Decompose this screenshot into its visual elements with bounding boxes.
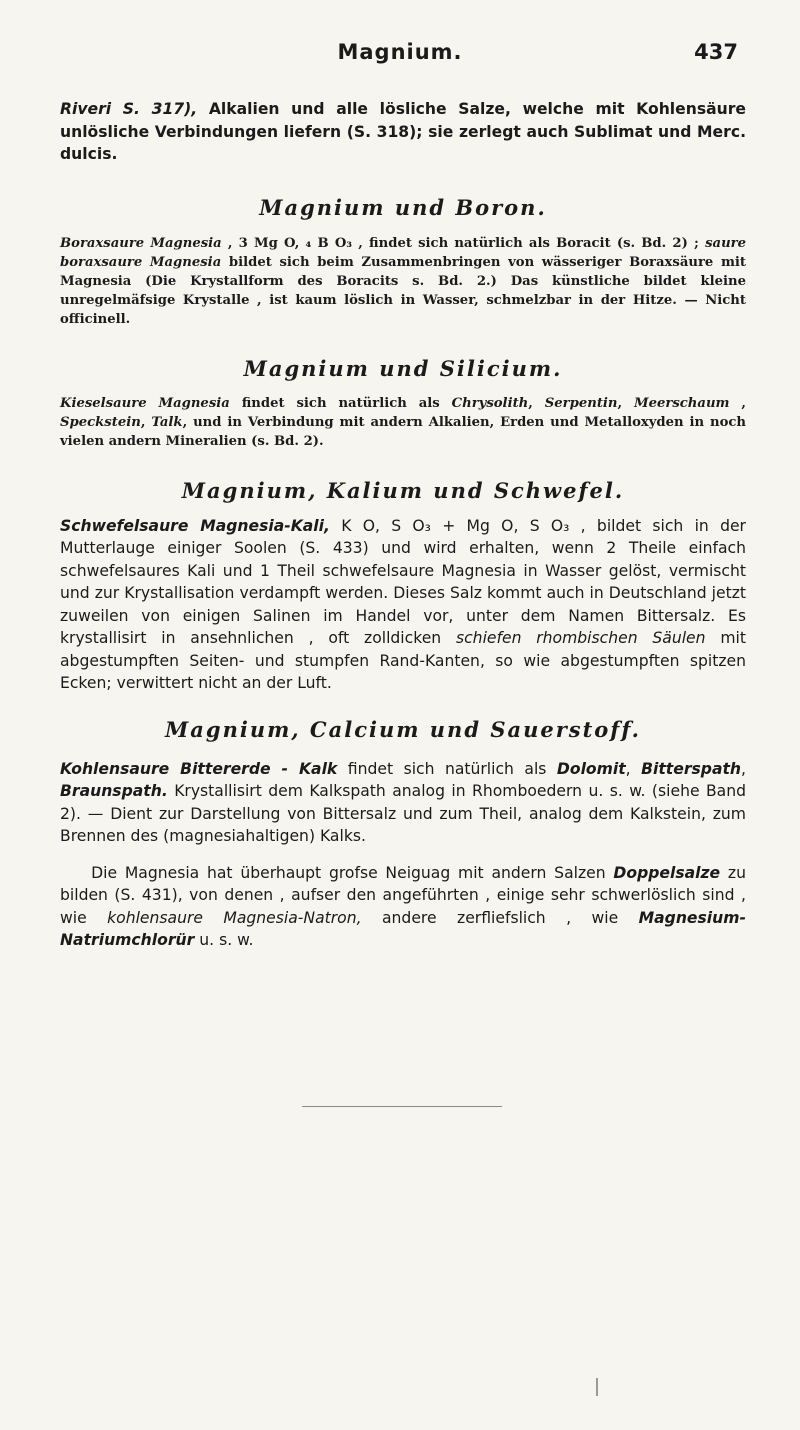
paragraph-doppelsalze [60,862,746,952]
term-kohlensaure-bittererde-kalk: Kohlensaure Bittererde - Kalk [60,759,338,778]
mineral-dolomit: Dolomit [556,759,626,778]
text-boron-1: findet sich natürlich als Boracit (s. Bd. 2) ; [369,235,699,251]
term-saure-boraxsaure-magnesia: saure boraxsaure Magnesia [60,235,746,270]
body-text [60,98,746,952]
intro-text: Alkalien und alle lösliche Salze, welche mit Kohlensäure unlösliche Verbindungen liefern (S. 318); sie zerlegt auch Sublimat und Merc. dulcis. [60,100,746,163]
mineral-meerschaum: Meerschaum [634,395,730,411]
mineral-braunspath: Braunspath. [60,782,168,800]
text-calcium-5: andere zerfliefslich , wie [381,908,619,927]
paragraph-silicium: Kieselsaure Magnesia findet sich natürlich als Chrysolith, Serpentin, Meerschaum , Speckstein, Talk, und in Verbindung mit andern Alkalien, Erden und Metalloxyden in noch vielen andern Mineralien (s. Bd. 2). [60,395,747,449]
term-doppelsalze: Doppelsalze [613,863,721,882]
intro-paragraph [60,98,746,166]
text-silicium-2: und in Verbindung mit andern Alkalien, Erden und Metalloxyden in noch vielen andern Mineralien (s. Bd. 2). [60,414,747,449]
text-calcium-4: zu bilden (S. 431), von denen , aufser den angeführten , einige sehr schwerlöslich sind , wie [60,863,746,927]
heading-kalium: Magnium, Kalium und Schwefel. [181,477,625,503]
term-magnesia-natron: kohlensaure Magnesia-Natron, [107,908,362,927]
text-kalium-1: bildet sich in der Mutterlauge einiger Soolen (S. 433) und wird erhalten, wenn 2 Theile einfach schwefelsaures Kali und 1 Theil schwefelsaure Magnesia in Wasser gelöst, vermischt und zur Krystallisation verdampft werden. Dieses Salz kommt auch in Deutschland jetzt zuweilen von einigen Salinen im Handel vor, unter dem Namen Bittersalz. Es krystallisirt in ansehnlichen , oft zolldicken [60,516,746,647]
text-calcium-3: Die Magnesia hat überhaupt grofse Neiguag mit andern Salzen [91,863,606,882]
margin-mark [596,1378,598,1396]
formula-boracit: , 3 Mg O, ₄ B O₃ , [227,235,363,251]
term-schwefelsaure-magnesia-kali: Schwefelsaure Magnesia-Kali, [60,516,330,535]
heading-silicium: Magnium und Silicium. [243,355,563,381]
text-silicium-1: findet sich natürlich als [241,395,440,411]
footer-rule [302,1106,502,1107]
text-kalium-2: mit abgestumpften Seiten- und stumpfen Rand-Kanten, so wie abgestumpften spitzen Ecken; verwittert nicht an der Luft. [60,629,746,692]
intro-lead: Riveri S. 317), [60,100,198,118]
text-calcium-2: Krystallisirt dem Kalkspath analog in Rhomboedern u. s. w. (siehe Band 2). — Dient zur Darstellung von Bittersalz und zum Theil, analog dem Kalkstein, zum Brennen des (magnesiahaltigen) Kalks. [60,782,747,845]
paragraph-kalium [60,515,746,695]
text-boron-2: bildet sich beim Zusammenbringen von wässeriger Boraxsäure mit Magnesia (Die Krystallform des Boracits s. Bd. 2.) Das künstliche bildet kleine unregelmäfsige Krystalle , ist kaum löslich in Wasser, schmelzbar in der Hitze. — Nicht officinell. [60,254,746,327]
term-boraxsaure-magnesia: Boraxsaure Magnesia [60,235,222,251]
page-number: 437 [694,40,738,64]
term-kieselsaure-magnesia: Kieselsaure Magnesia [60,395,230,411]
mineral-speckstein: Speckstein [60,414,141,430]
mineral-serpentin: Serpentin [544,395,618,411]
formula-kalium: K O, S O₃ + Mg O, S O₃ , [341,516,586,535]
heading-boron: Magnium und Boron. [259,194,547,220]
page-header [0,40,800,70]
term-magnesium-natriumchloruer: Magnesium-Natriumchlorür [60,908,746,949]
running-title: Magnium. [337,40,463,64]
mineral-talk: Talk [151,414,183,430]
text-calcium-6: u. s. w. [199,931,254,949]
term-rhombische-saeulen: schiefen rhombischen Säulen [455,629,706,647]
heading-calcium: Magnium, Calcium und Sauerstoff. [165,716,641,742]
paragraph-boron [60,234,746,329]
mineral-bitterspath: Bitterspath [641,759,742,778]
mineral-chrysolith: Chrysolith [451,395,529,411]
text-calcium-1: findet sich natürlich als [347,759,547,778]
paragraph-calcium: Kohlensaure Bittererde - Kalk findet sich natürlich als Dolomit, Bitterspath, Braunspath. Krystallisirt dem Kalkspath analog in Rhomboedern u. s. w. (siehe Band 2). — Dient zur Darstellung von Bittersalz und zum Theil, analog dem Kalkstein, zum Brennen des (magnesiahaltigen) Kalks. [60,759,747,845]
